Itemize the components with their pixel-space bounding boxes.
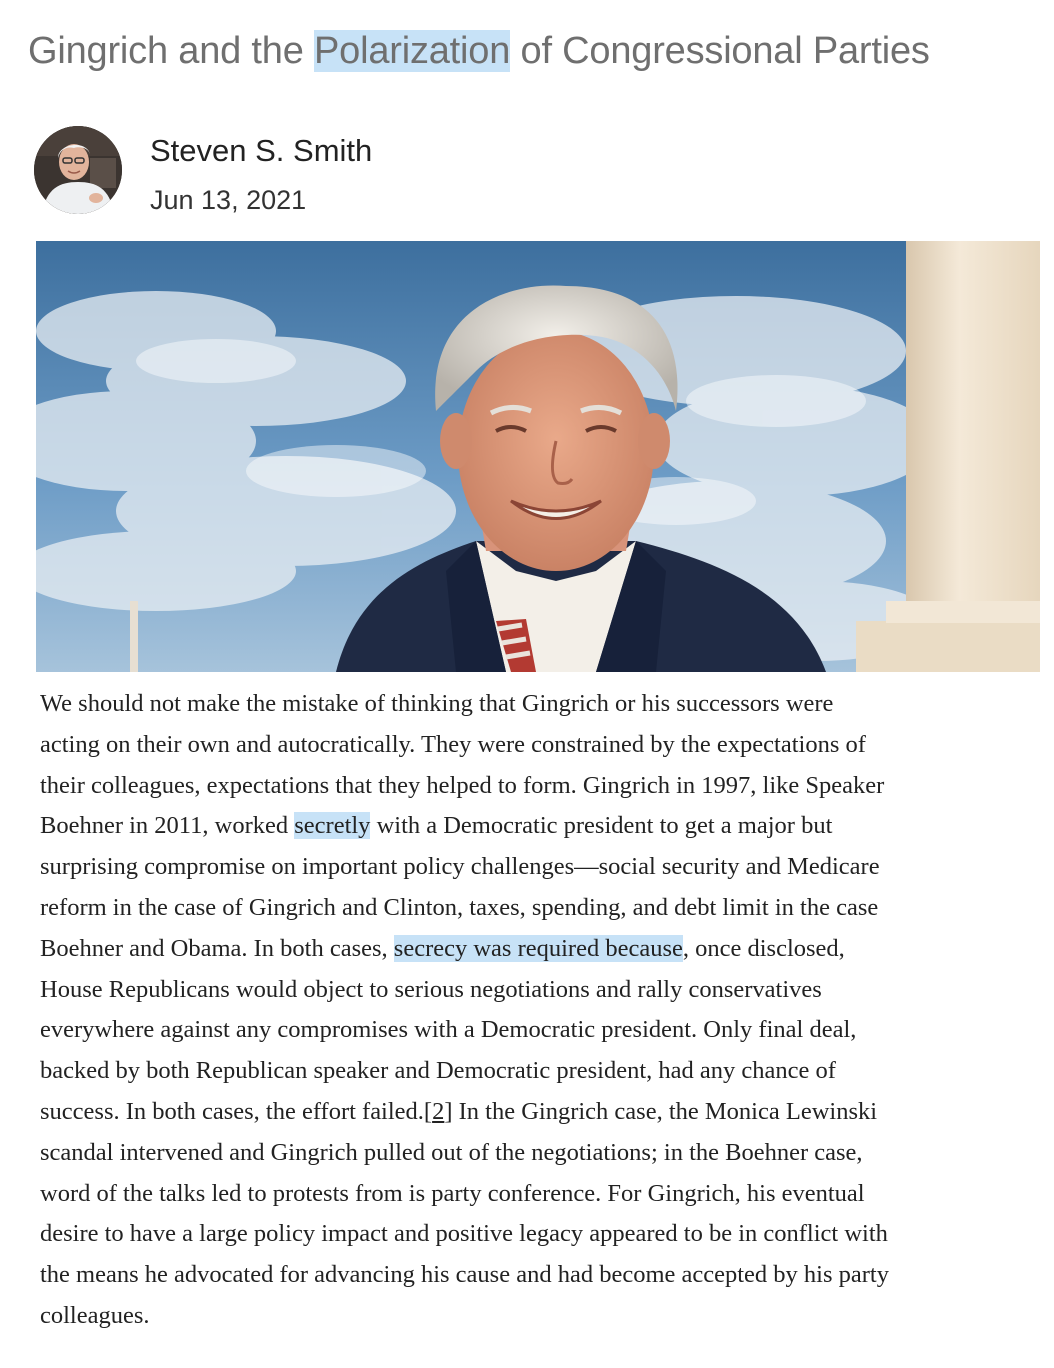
body-text-segment: ] In the Gingrich case, the Monica Lewinski bbox=[444, 1097, 878, 1125]
body-line bbox=[40, 929, 1030, 970]
body-text-segment: Boehner and Obama. In both cases, bbox=[40, 934, 394, 962]
body-text-segment: success. In both cases, the effort failed.[ bbox=[40, 1097, 433, 1125]
body-line: backed by both Republican speaker and Democratic president, had any chance of bbox=[40, 1057, 836, 1085]
article-title bbox=[28, 30, 930, 73]
body-text-segment: , once disclosed, bbox=[682, 934, 845, 962]
body-line: everywhere against any compromises with a Democratic president. Only final deal, bbox=[40, 1016, 857, 1044]
author-name[interactable]: Steven S. Smith bbox=[150, 133, 373, 168]
title-text-end: of Congressional Parties bbox=[510, 30, 930, 72]
body-line: their colleagues, expectations that they helped to form. Gingrich in 1997, like Speaker bbox=[40, 771, 885, 799]
body-line: the means he advocated for advancing his cause and had become accepted by his party bbox=[40, 1261, 889, 1289]
body-line: acting on their own and autocratically. They were constrained by the expectations of bbox=[40, 730, 866, 758]
highlighted-text-secrecy[interactable]: secrecy was required because bbox=[393, 934, 683, 962]
body-text-segment: with a Democratic president to get a major but bbox=[370, 812, 833, 840]
article-body bbox=[40, 684, 1030, 1337]
body-line bbox=[40, 806, 1030, 847]
hero-portrait-image bbox=[36, 241, 1040, 672]
body-line bbox=[40, 1092, 1030, 1133]
body-text-segment: Boehner in 2011, worked bbox=[40, 812, 295, 840]
author-avatar[interactable] bbox=[34, 126, 122, 214]
body-line: surprising compromise on important policy challenges—social security and Medicare bbox=[40, 853, 880, 881]
body-line: desire to have a large policy impact and positive legacy appeared to be in conflict with bbox=[40, 1220, 888, 1248]
body-line: colleagues. bbox=[40, 1301, 150, 1329]
author-avatar-image bbox=[34, 126, 122, 214]
body-line: We should not make the mistake of thinking that Gingrich or his successors were bbox=[40, 690, 834, 717]
title-text-start: Gingrich and the bbox=[28, 30, 314, 72]
footnote-link[interactable]: 2 bbox=[432, 1097, 445, 1125]
title-highlighted-word[interactable]: Polarization bbox=[314, 30, 511, 72]
body-line: scandal intervened and Gingrich pulled out of the negotiations; in the Boehner case, bbox=[40, 1138, 863, 1166]
highlighted-text-secretly[interactable]: secretly bbox=[294, 812, 371, 840]
body-line: reform in the case of Gingrich and Clinton, taxes, spending, and debt limit in the case bbox=[40, 893, 879, 921]
body-line: word of the talks led to protests from is party conference. For Gingrich, his eventual bbox=[40, 1179, 865, 1207]
publish-date: Jun 13, 2021 bbox=[150, 185, 307, 215]
body-line: House Republicans would object to serious negotiations and rally conservatives bbox=[40, 975, 822, 1003]
